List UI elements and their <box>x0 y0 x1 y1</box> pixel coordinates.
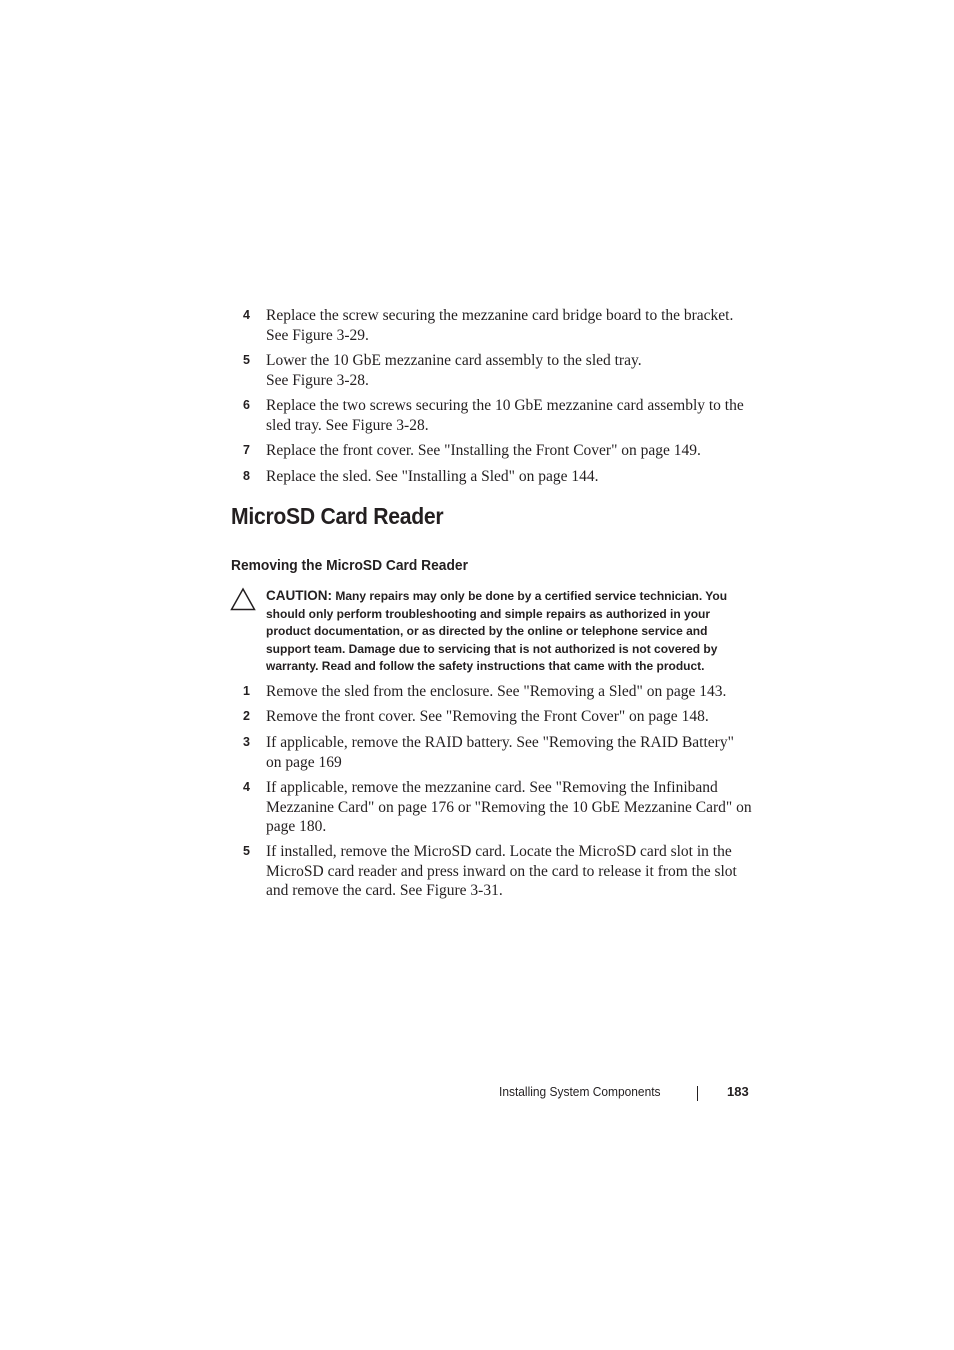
step-number: 2 <box>243 709 250 723</box>
step-text: Replace the screw securing the mezzanine card bridge board to the bracket. See Figure 3-29. <box>266 307 734 344</box>
removal-step <box>243 707 753 727</box>
step-number: 3 <box>243 735 250 749</box>
caution-label: CAUTION: <box>266 588 332 603</box>
step-text-line: See Figure 3-28. <box>266 371 369 389</box>
install-step <box>243 306 753 345</box>
removal-step <box>243 733 753 772</box>
section-title: MicroSD Card Reader <box>231 503 444 529</box>
step-number: 7 <box>243 443 250 457</box>
caution-notice <box>266 587 746 676</box>
step-number: 4 <box>243 308 250 322</box>
step-number: 5 <box>243 353 250 367</box>
install-step <box>243 396 753 435</box>
step-number: 4 <box>243 780 250 794</box>
removal-step <box>243 842 753 901</box>
step-text: Replace the sled. See "Installing a Sled" on page 144. <box>266 468 599 485</box>
removal-step <box>243 682 753 702</box>
step-number: 5 <box>243 844 250 858</box>
step-text: If applicable, remove the RAID battery. See "Removing the RAID Battery" on page 169 <box>266 734 734 771</box>
step-text: If installed, remove the MicroSD card. Locate the MicroSD card slot in the MicroSD card reader and press inward on the card to release it from the slot and remove the card. See Figure 3-31. <box>266 843 737 899</box>
step-text: Replace the front cover. See "Installing the Front Cover" on page 149. <box>266 442 701 459</box>
footer-section-title: Installing System Components <box>499 1084 661 1099</box>
removal-step <box>243 778 753 837</box>
step-text-line: Lower the 10 GbE mezzanine card assembly to the sled tray. <box>266 352 642 369</box>
step-number: 6 <box>243 398 250 412</box>
install-step <box>243 467 753 487</box>
install-step <box>243 441 753 461</box>
step-text: Remove the front cover. See "Removing the Front Cover" on page 148. <box>266 708 709 725</box>
step-number: 1 <box>243 684 250 698</box>
install-step <box>243 351 753 390</box>
page-number: 183 <box>727 1084 749 1099</box>
footer-divider <box>697 1086 698 1101</box>
caution-text: Many repairs may only be done by a certified service technician. You should only perform troubleshooting and simple repairs as authorized in your product documentation, or as directed by the online or telephone service and support team. Damage due to servicing that is not authorized is not covered by warranty. Read and follow the safety instructions that came with the product. <box>266 589 728 673</box>
step-text: Remove the sled from the enclosure. See "Removing a Sled" on page 143. <box>266 683 727 700</box>
step-number: 8 <box>243 469 250 483</box>
step-text: Replace the two screws securing the 10 GbE mezzanine card assembly to the sled tray. See Figure 3-28. <box>266 397 744 434</box>
step-text: If applicable, remove the mezzanine card. See "Removing the Infiniband Mezzanine Card" on page 176 or "Removing the 10 GbE Mezzanine Card" on page 180. <box>266 779 752 835</box>
caution-triangle-icon <box>230 587 256 611</box>
subsection-title: Removing the MicroSD Card Reader <box>231 557 468 574</box>
